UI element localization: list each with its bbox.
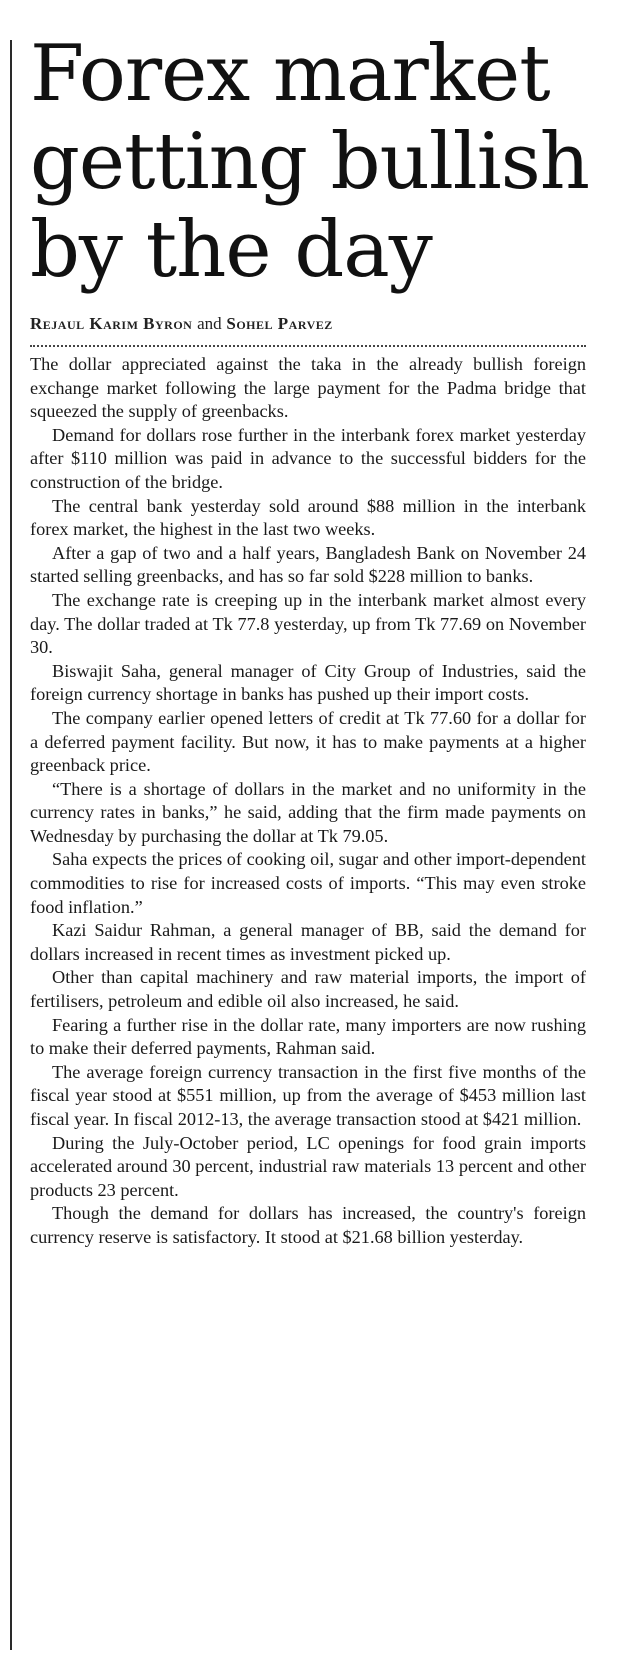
column-rule bbox=[10, 40, 12, 1650]
paragraph: The dollar appreciated against the taka in the already bullish foreign exchange market following the large payment for the Padma bridge that squeezed the supply of greenbacks. bbox=[30, 354, 586, 422]
dotted-divider bbox=[30, 345, 586, 347]
paragraph: Fearing a further rise in the dollar rate, many importers are now rushing to make their deferred payments, Rahman said. bbox=[30, 1014, 586, 1059]
paragraph: After a gap of two and a half years, Bangladesh Bank on November 24 started selling greenbacks, and has so far sold $228 million to banks. bbox=[30, 542, 586, 587]
paragraph: The average foreign currency transaction in the first five months of the fiscal year stood at $551 million, up from the average of $453 million last fiscal year. In fiscal 2012-13, the average transaction stood at $421 million. bbox=[30, 1061, 586, 1129]
headline: Forex market getting bullish by the day bbox=[30, 29, 589, 295]
paragraph: The exchange rate is creeping up in the interbank market almost every day. The dollar traded at Tk 77.8 yesterday, up from Tk 77.69 on November 30. bbox=[30, 589, 586, 658]
paragraph: The central bank yesterday sold around $88 million in the interbank forex market, the highest in the last two weeks. bbox=[30, 495, 586, 540]
paragraph: During the July-October period, LC openings for food grain imports accelerated around 30 percent, industrial raw materials 13 percent and other products 23 percent. bbox=[30, 1132, 586, 1200]
news-article bbox=[30, 30, 614, 1250]
paragraph: Saha expects the prices of cooking oil, sugar and other import-dependent commodities to rise for increased costs of imports. “This may even stroke food inflation.” bbox=[30, 849, 586, 917]
author-name: Sohel Parvez bbox=[226, 314, 333, 333]
paragraph: Kazi Saidur Rahman, a general manager of BB, said the demand for dollars increased in recent times as investment picked up. bbox=[30, 920, 586, 964]
paragraph: The company earlier opened letters of credit at Tk 77.60 for a dollar for a deferred payment facility. But now, it has to make payments at a higher greenback price. bbox=[30, 707, 586, 776]
byline-conjunction: and bbox=[197, 314, 222, 333]
paragraph: “There is a shortage of dollars in the market and no uniformity in the currency rates in banks,” he said, adding that the firm made payments on Wednesday by purchasing the dollar at Tk 79.05. bbox=[30, 778, 586, 846]
paragraph: Other than capital machinery and raw material imports, the import of fertilisers, petroleum and edible oil also increased, he said. bbox=[30, 967, 586, 1012]
paragraph: Though the demand for dollars has increased, the country's foreign currency reserve is satisfactory. It stood at $21.68 billion yesterday. bbox=[30, 1203, 586, 1247]
byline bbox=[30, 314, 614, 334]
paragraph: Biswajit Saha, general manager of City Group of Industries, said the foreign currency shortage in banks has pushed up their import costs. bbox=[30, 660, 586, 705]
article-body bbox=[30, 353, 586, 1250]
author-name: Rejaul Karim Byron bbox=[30, 314, 193, 333]
paragraph: Demand for dollars rose further in the interbank forex market yesterday after $110 million was paid in advance to the successful bidders for the construction of the bridge. bbox=[30, 424, 586, 492]
